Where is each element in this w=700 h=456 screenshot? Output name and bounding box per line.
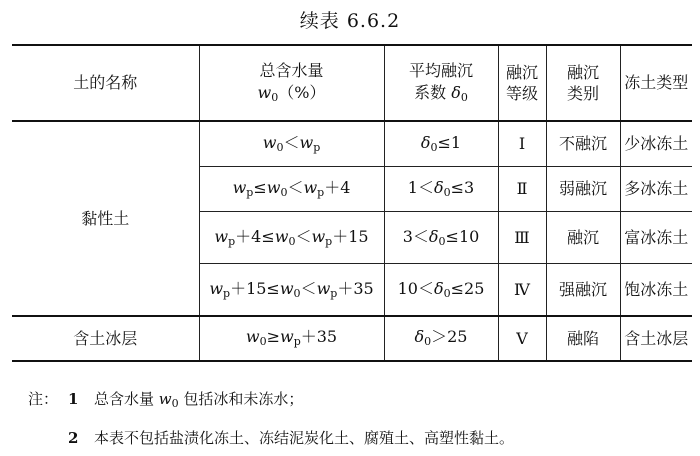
header-thaw-grade <box>498 45 546 121</box>
water-content-cell: $w_0\ge w_p+35$ <box>199 316 384 361</box>
note-prefix: 注： <box>28 390 59 408</box>
thaw-category-cell: 强融沉 <box>546 264 620 316</box>
header-thaw-category-line1: 融沉 <box>566 62 599 82</box>
water-content-cell: $w_p+4\le w_0<w_p+15$ <box>199 212 384 264</box>
table-notes <box>28 382 688 456</box>
header-water-content <box>199 45 384 121</box>
note-item <box>28 421 688 456</box>
frozen-type-cell: 富冰冻土 <box>620 212 692 264</box>
header-water-content-line2: $w_0(\%)$ <box>257 82 326 104</box>
header-thaw-category <box>546 45 620 121</box>
note-item <box>28 382 688 421</box>
thaw-coefficient-cell: $\delta_0\le 1$ <box>384 121 498 166</box>
note-number: 2 <box>68 429 79 447</box>
note-text: 总含水量 $w_0$ 包括冰和未冻水； <box>94 390 304 410</box>
header-thaw-grade-line2: 等级 <box>505 84 538 104</box>
thaw-grade-cell: Ⅲ <box>498 212 546 264</box>
thaw-coefficient-cell: $\delta_0>25$ <box>384 316 498 361</box>
header-water-content-line1: 总含水量 <box>259 61 324 81</box>
note-number: 1 <box>68 390 79 408</box>
header-thaw-coefficient-line1: 平均融沉 <box>408 61 473 81</box>
thaw-grade-cell: Ⅳ <box>498 264 546 316</box>
frozen-type-cell: 少冰冻土 <box>620 121 692 166</box>
note-text: 本表不包括盐渍化冻土、冻结泥炭化土、腐殖土、高塑性黏土。 <box>94 429 515 447</box>
frozen-type-cell: 多冰冻土 <box>620 166 692 211</box>
table-row <box>12 316 692 361</box>
header-row <box>12 45 692 121</box>
frozen-type-cell: 含土冰层 <box>620 316 692 361</box>
soil-name-cell: 含土冰层 <box>12 316 199 361</box>
thaw-coefficient-cell: $1<\delta_0\le 3$ <box>384 166 498 211</box>
header-thaw-coefficient-line2: 系数 $\delta_0$ <box>414 82 468 104</box>
thaw-category-cell: 不融沉 <box>546 121 620 166</box>
header-thaw-coefficient <box>384 45 498 121</box>
thaw-category-cell: 融陷 <box>546 316 620 361</box>
header-thaw-grade-line1: 融沉 <box>505 62 538 82</box>
water-content-cell: $w_p\le w_0<w_p+4$ <box>199 166 384 211</box>
table-row <box>12 121 692 166</box>
thaw-coefficient-cell: $10<\delta_0\le 25$ <box>384 264 498 316</box>
water-content-cell: $w_0<w_p$ <box>199 121 384 166</box>
header-thaw-category-line2: 类别 <box>566 84 599 104</box>
frozen-type-cell: 饱冰冻土 <box>620 264 692 316</box>
table-caption: 续表 6.6.2 <box>299 10 401 32</box>
thaw-settlement-table <box>12 44 692 362</box>
thaw-category-cell: 弱融沉 <box>546 166 620 211</box>
header-soil-name: 土的名称 <box>12 45 199 121</box>
thaw-grade-cell: Ⅱ <box>498 166 546 211</box>
water-content-cell: $w_p+15\le w_0<w_p+35$ <box>199 264 384 316</box>
thaw-grade-cell: Ⅰ <box>498 121 546 166</box>
thaw-coefficient-cell: $3<\delta_0\le 10$ <box>384 212 498 264</box>
header-frozen-soil-type: 冻土类型 <box>620 45 692 121</box>
thaw-category-cell: 融沉 <box>546 212 620 264</box>
thaw-grade-cell: Ⅴ <box>498 316 546 361</box>
soil-name-cell: 黏性土 <box>12 121 199 316</box>
